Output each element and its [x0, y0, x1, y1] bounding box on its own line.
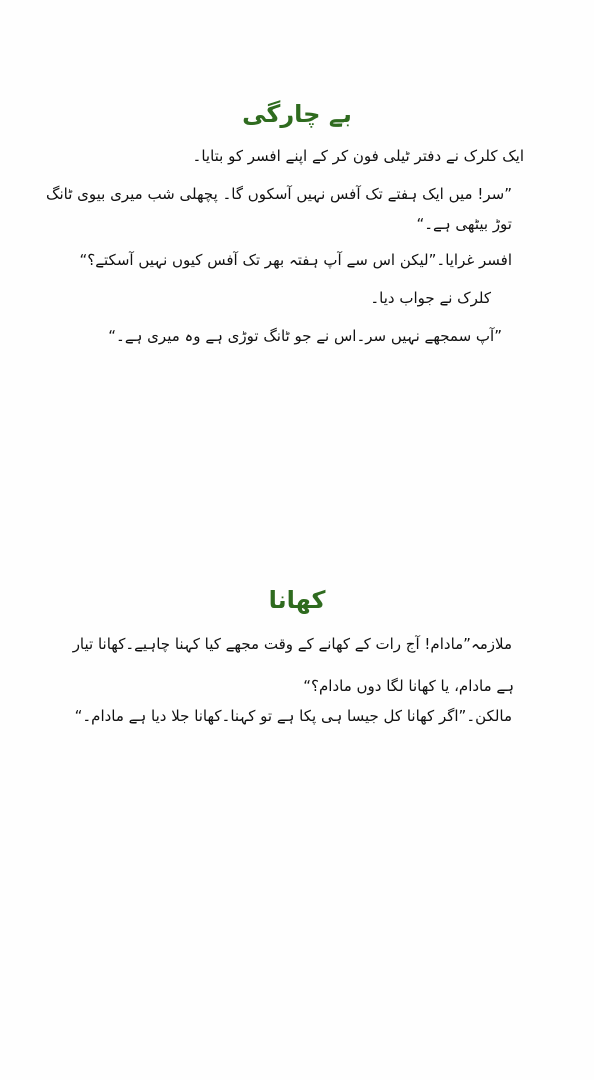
story-line: کلرک نے جواب دیا۔	[370, 289, 491, 307]
story-line: ”سر! میں ایک ہفتے تک آفس نہیں آسکوں گا۔ پچھلی شب میری بیوی ٹانگ	[46, 185, 512, 203]
story-line: توڑ بیٹھی ہے۔“	[416, 215, 512, 233]
story-title: بے چارگی	[242, 100, 352, 128]
story-line: ”آپ سمجھے نہیں سر۔اس نے جو ٹانگ توڑی ہے وہ میری ہے۔“	[108, 327, 502, 345]
story-line: افسر غرایا۔”لیکن اس سے آپ ہفتہ بھر تک آفس کیوں نہیں آسکتے؟“	[79, 251, 512, 269]
story-line: مالکن۔”اگر کھانا کل جیسا ہی پکا ہے تو کہنا۔کھانا جلا دیا ہے مادام۔“	[74, 707, 512, 725]
story-helplessness	[0, 96, 594, 346]
story-title: کھانا	[268, 586, 326, 614]
story-line: ہے مادام، یا کھانا لگا دوں مادام؟“	[303, 677, 514, 695]
story-food	[0, 582, 594, 726]
story-line: ایک کلرک نے دفتر ٹیلی فون کر کے اپنے افسر کو بتایا۔	[192, 147, 524, 165]
story-line: ملازمہ”مادام! آج رات کے کھانے کے وقت مجھے کیا کہنا چاہیے۔کھانا تیار	[72, 635, 512, 653]
